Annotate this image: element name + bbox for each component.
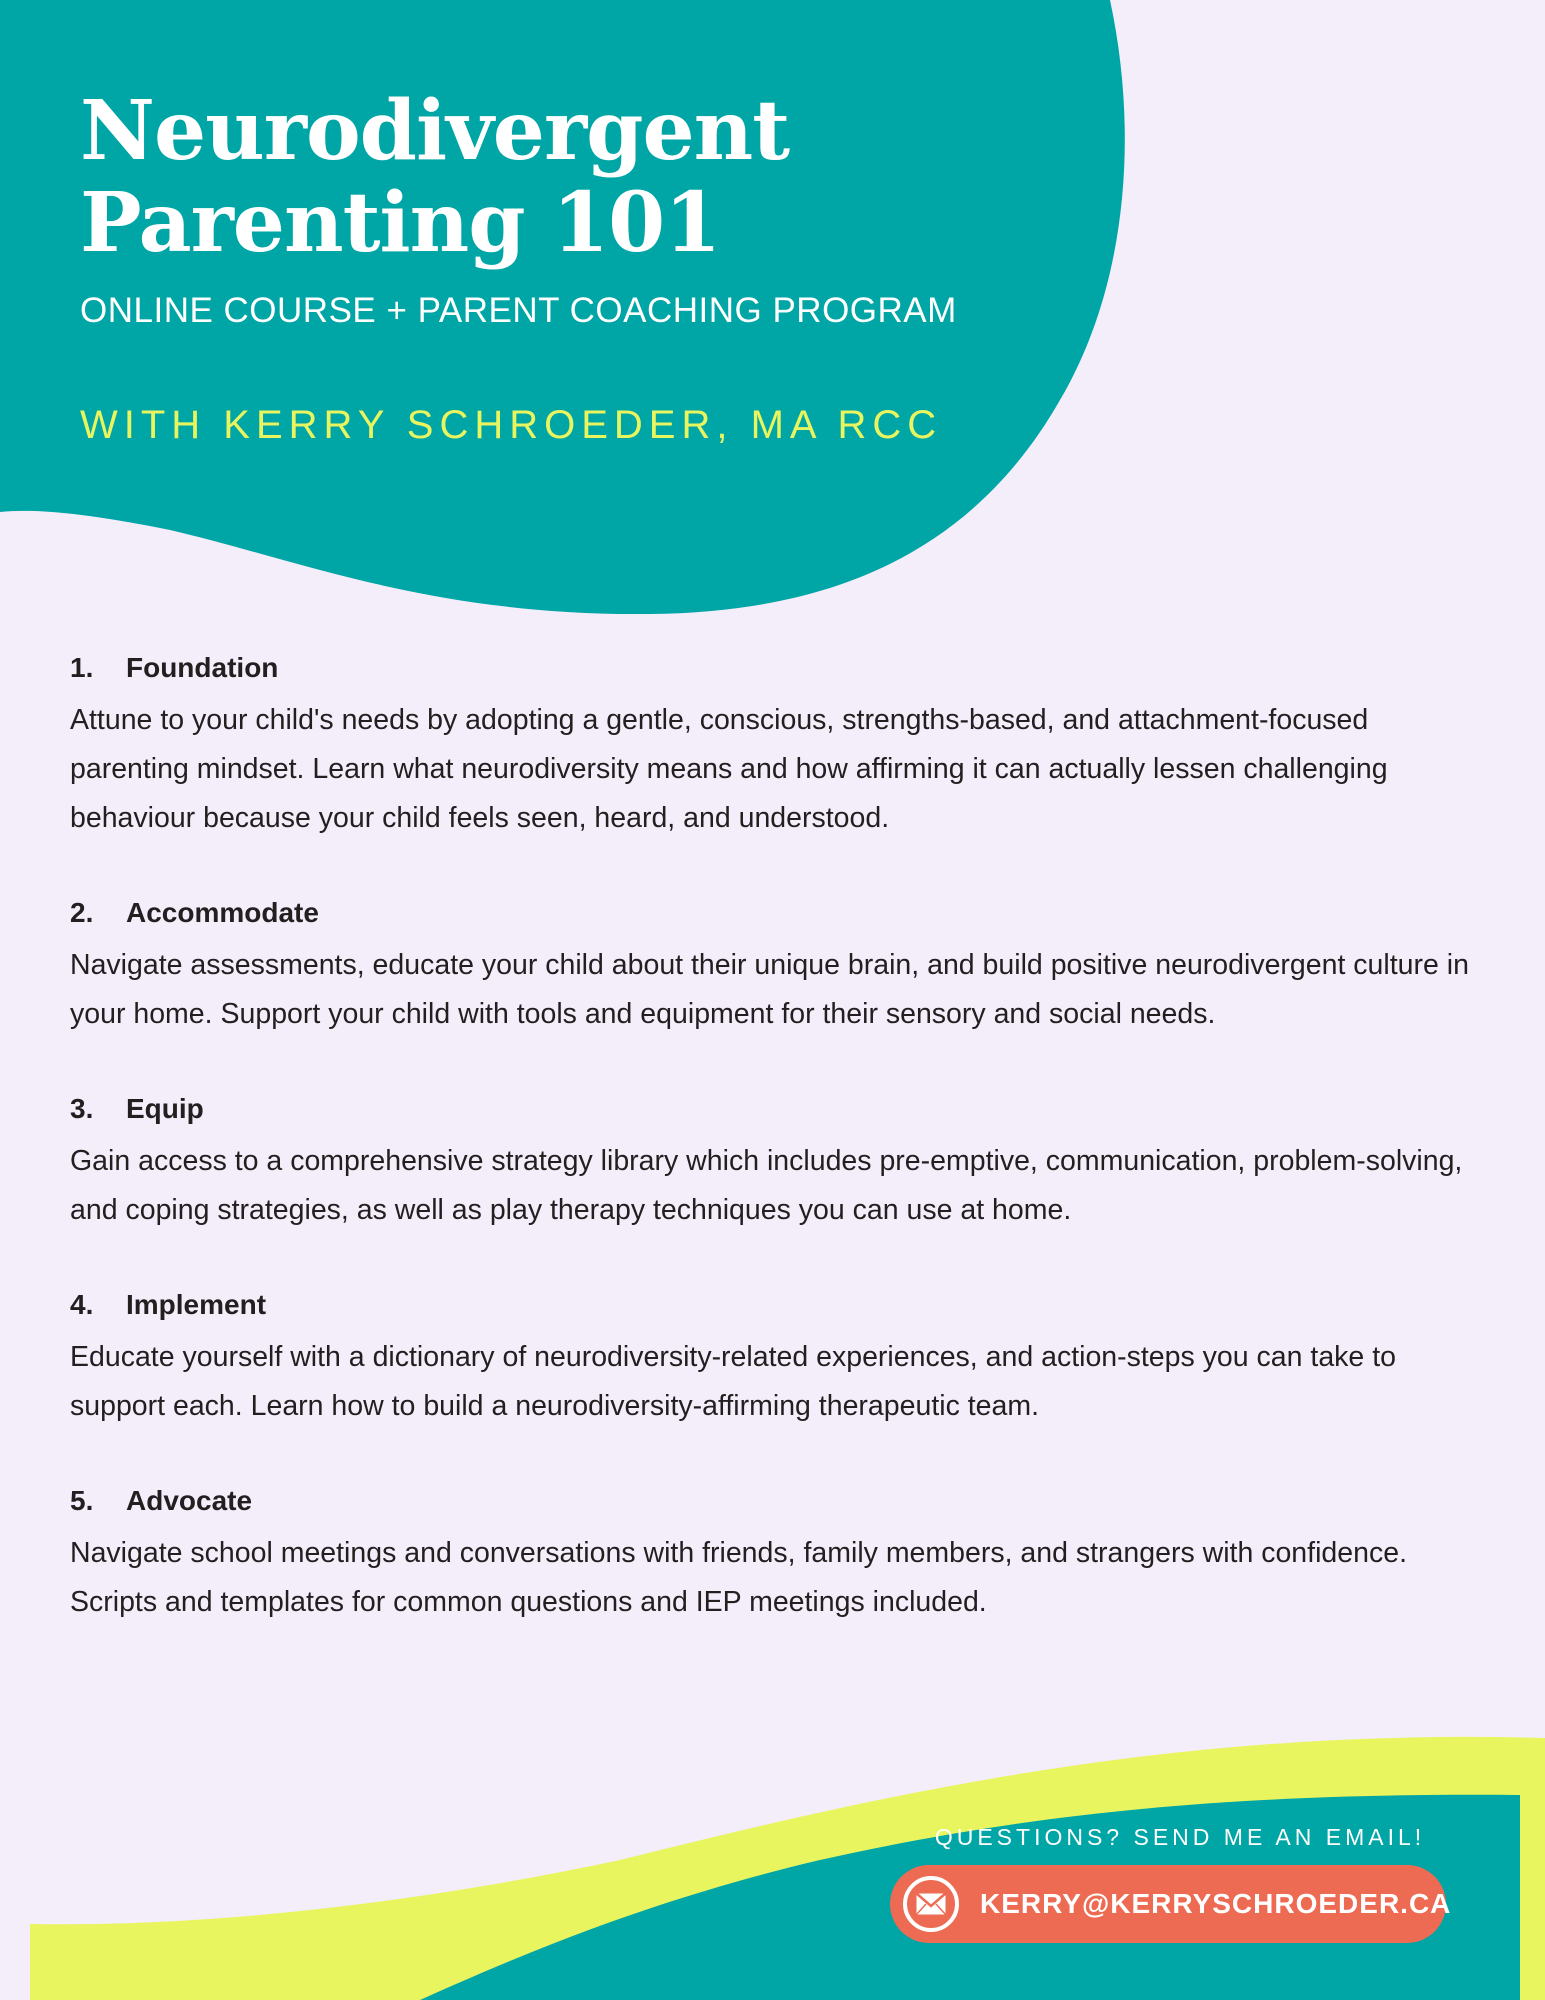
module-description: Educate yourself with a dictionary of neurodiversity-related experiences, and action-steps you can take to support each. Learn how to build a neurodiversity-affirming therapeutic team. [70, 1341, 1396, 1422]
module-heading [70, 1285, 1470, 1325]
module-title: Equip [126, 1093, 204, 1124]
email-address[interactable]: KERRY@KERRYSCHROEDER.CA [980, 1888, 1452, 1919]
email-button[interactable] [890, 1865, 1452, 1943]
module-heading [70, 893, 1470, 933]
title-line-2: Parenting 101 [80, 175, 721, 271]
header [80, 85, 1080, 448]
module-title: Foundation [126, 652, 279, 683]
module-item [70, 893, 1470, 1039]
module-list [70, 648, 1470, 1677]
module-title: Advocate [126, 1485, 253, 1516]
module-number: 4. [70, 1289, 94, 1320]
subtitle: ONLINE COURSE + PARENT COACHING PROGRAM [80, 291, 957, 330]
contact-footer [890, 1824, 1450, 1943]
module-item [70, 1285, 1470, 1431]
module-number: 5. [70, 1485, 94, 1516]
title-line-1: Neurodivergent [80, 83, 790, 179]
page-title [80, 85, 1080, 269]
module-description: Gain access to a comprehensive strategy library which includes pre-emptive, communication, problem-solving, and coping strategies, as well as play therapy techniques you can use at home. [70, 1145, 1463, 1226]
module-description: Navigate school meetings and conversations with friends, family members, and strangers with confidence. Scripts and templates for common questions and IEP meetings included. [70, 1537, 1407, 1618]
module-number: 2. [70, 897, 94, 928]
module-heading [70, 648, 1470, 688]
module-item [70, 1089, 1470, 1235]
module-description: Attune to your child's needs by adopting a gentle, conscious, strengths-based, and attachment-focused parenting mindset. Learn what neurodiversity means and how affirming it can actually lessen challenging behaviour because your child feels seen, heard, and understood. [70, 704, 1388, 834]
module-heading [70, 1089, 1470, 1129]
module-number: 3. [70, 1093, 94, 1124]
contact-prompt: QUESTIONS? SEND ME AN EMAIL! [934, 1824, 1426, 1850]
mail-icon [902, 1875, 960, 1933]
module-title: Accommodate [126, 897, 319, 928]
module-number: 1. [70, 652, 94, 683]
module-description: Navigate assessments, educate your child about their unique brain, and build positive neurodivergent culture in your home. Support your child with tools and equipment for their sensory and social needs. [70, 949, 1469, 1030]
module-title: Implement [126, 1289, 267, 1320]
module-item [70, 1481, 1470, 1627]
module-item [70, 648, 1470, 843]
module-heading [70, 1481, 1470, 1521]
presenter-line: WITH KERRY SCHROEDER, MA RCC [80, 403, 943, 447]
